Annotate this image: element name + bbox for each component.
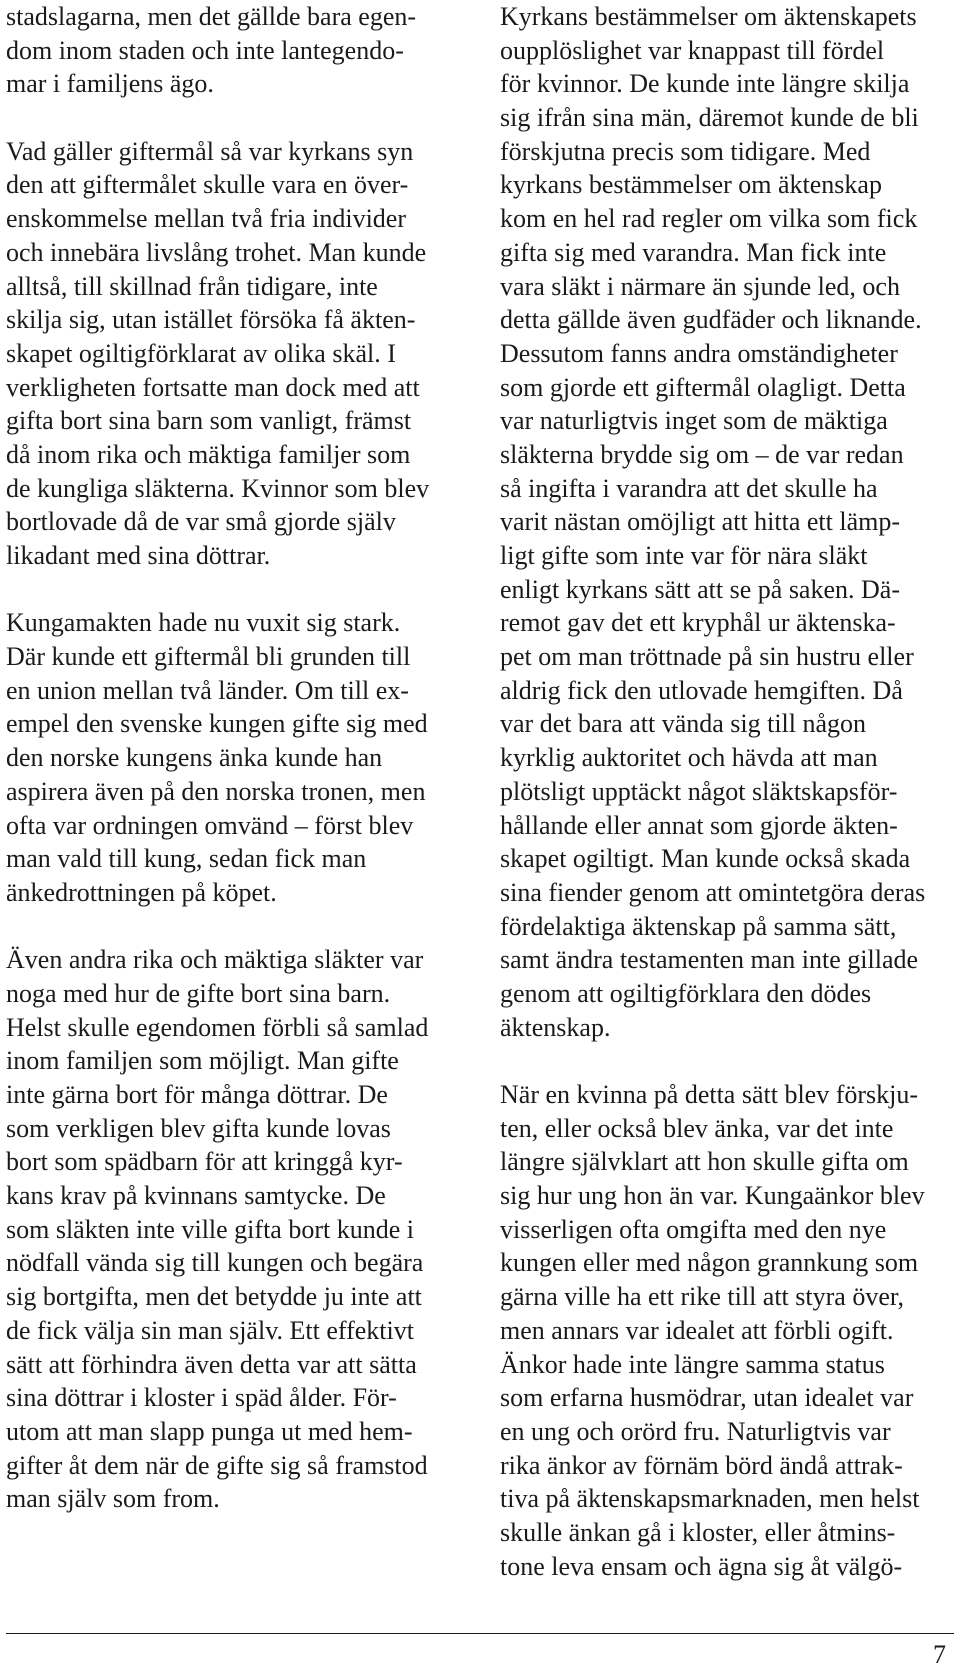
text-line: Kyrkans bestämmelser om äktenskapets bbox=[500, 2, 917, 31]
text-line: äktenskap. bbox=[500, 1012, 611, 1042]
text-line: man vald till kung, sedan fick man bbox=[6, 844, 367, 874]
text-line: Där kunde ett giftermål bli grunden till bbox=[6, 642, 411, 672]
text-line: tiva på äktenskapsmarknaden, men helst bbox=[500, 1484, 920, 1514]
text-line: tone leva ensam och ägna sig åt välgö- bbox=[500, 1551, 903, 1581]
text-line: oupplöslighet var knappast till fördel bbox=[500, 35, 885, 65]
text-line: varit nästan omöjligt att hitta ett lämp- bbox=[500, 507, 901, 537]
text-line: och innebära livslång trohet. Man kunde bbox=[6, 237, 427, 267]
text-line: var naturligtvis inget som de mäktiga bbox=[500, 406, 888, 436]
page-number: 7 bbox=[933, 1640, 946, 1669]
text-line: samt ändra testamenten man inte gillade bbox=[500, 945, 919, 975]
footer-rule bbox=[6, 1633, 954, 1634]
text-line: änkedrottningen på köpet. bbox=[6, 877, 277, 907]
text-line: dom inom staden och inte lantegendo- bbox=[6, 35, 404, 65]
text-line: de kungliga släkterna. Kvinnor som blev bbox=[6, 473, 430, 503]
text-line: plötsligt upptäckt något släktskapsför- bbox=[500, 776, 898, 806]
text-line: nödfall vända sig till kungen och begära bbox=[6, 1248, 424, 1278]
text-line: men annars var idealet att förbli ogift. bbox=[500, 1315, 894, 1345]
text-line: Vad gäller giftermål så var kyrkans syn bbox=[6, 136, 414, 166]
text-line: fördelaktiga äktenskap på samma sätt, bbox=[500, 911, 897, 941]
text-line: detta gällde även gudfäder och liknande. bbox=[500, 305, 922, 335]
text-line: utom att man slapp punga ut med hem- bbox=[6, 1416, 413, 1446]
text-line: Kungamakten hade nu vuxit sig stark. bbox=[6, 608, 401, 638]
text-line: Dessutom fanns andra omständigheter bbox=[500, 338, 898, 368]
text-line: bortlovade då de var små gjorde själv bbox=[6, 507, 396, 537]
text-line: då inom rika och mäktiga familjer som bbox=[6, 439, 411, 469]
text-line: för kvinnor. De kunde inte längre skilja bbox=[500, 69, 910, 99]
text-line: en ung och orörd fru. Naturligtvis var bbox=[500, 1416, 891, 1446]
text-line: vara släkt i närmare än sjunde led, och bbox=[500, 271, 900, 301]
text-line: verkligheten fortsatte man dock med att bbox=[6, 372, 420, 402]
paragraph-gap bbox=[6, 573, 442, 607]
text-line: som släkten inte ville gifta bort kunde i bbox=[6, 1214, 414, 1244]
text-line: som erfarna husmödrar, utan idealet var bbox=[500, 1383, 914, 1413]
text-line: släkterna brydde sig om – de var redan bbox=[500, 439, 904, 469]
text-line: remot gav det ett kryphål ur äktenska- bbox=[500, 608, 896, 638]
paragraph bbox=[500, 0, 956, 1044]
text-line: längre självklart att hon skulle gifta om bbox=[500, 1147, 909, 1177]
text-line: skilja sig, utan istället försöka få äkten- bbox=[6, 305, 416, 335]
text-line: skapet ogiltigt. Man kunde också skada bbox=[500, 844, 911, 874]
text-line: skapet ogiltigförklarat av olika skäl. I bbox=[6, 338, 396, 368]
text-line: så ingifta i varandra att det skulle ha bbox=[500, 473, 878, 503]
paragraph bbox=[6, 606, 442, 909]
text-line: inom familjen som möjligt. Man gifte bbox=[6, 1046, 399, 1076]
text-line: empel den svenske kungen gifte sig med bbox=[6, 709, 428, 739]
text-line: skulle änkan gå i kloster, eller åtmins- bbox=[500, 1517, 896, 1547]
paragraph-gap bbox=[6, 910, 442, 944]
text-line: gärna ville ha ett rike till att styra över, bbox=[500, 1282, 904, 1312]
paragraph bbox=[6, 135, 442, 573]
text-line: kans krav på kvinnans samtycke. De bbox=[6, 1181, 386, 1211]
text-line: mar i familjens ägo. bbox=[6, 69, 214, 99]
text-line: hållande eller annat som gjorde äkten- bbox=[500, 810, 898, 840]
text-line: rika änkor av förnäm börd ändå attrak- bbox=[500, 1450, 903, 1480]
text-line: genom att ogiltigförklara den dödes bbox=[500, 978, 872, 1008]
text-line: var det bara att vända sig till någon bbox=[500, 709, 867, 739]
paragraph-gap bbox=[6, 101, 442, 135]
text-line: Helst skulle egendomen förbli så samlad bbox=[6, 1012, 429, 1042]
text-line: bort som spädbarn för att kringgå kyr- bbox=[6, 1147, 403, 1177]
text-line: en union mellan två länder. Om till ex- bbox=[6, 675, 409, 705]
text-line: den att giftermålet skulle vara en över- bbox=[6, 170, 409, 200]
text-line: den norske kungens änka kunde han bbox=[6, 743, 383, 773]
text-line: När en kvinna på detta sätt blev förskju- bbox=[500, 1080, 919, 1109]
text-line: man själv som from. bbox=[6, 1484, 220, 1514]
text-line: Även andra rika och mäktiga släkter var bbox=[6, 945, 424, 975]
text-line: gifter åt dem när de gifte sig så framstod bbox=[6, 1450, 428, 1480]
text-line: enligt kyrkans sätt att se på saken. Dä- bbox=[500, 574, 900, 604]
left-column bbox=[6, 0, 442, 1516]
text-line: noga med hur de gifte bort sina barn. bbox=[6, 978, 391, 1008]
text-line: sina döttrar i kloster i späd ålder. För- bbox=[6, 1383, 397, 1413]
text-line: kom en hel rad regler om vilka som fick bbox=[500, 204, 918, 234]
text-line: kungen eller med någon grannkung som bbox=[500, 1248, 919, 1278]
text-line: de fick välja sin man själv. Ett effektivt bbox=[6, 1315, 414, 1345]
text-line: likadant med sina döttrar. bbox=[6, 541, 271, 570]
text-line: aspirera även på den norska tronen, men bbox=[6, 776, 426, 806]
text-line: stadslagarna, men det gällde bara egen- bbox=[6, 2, 417, 31]
paragraph bbox=[6, 0, 442, 101]
paragraph bbox=[6, 943, 442, 1516]
text-line: enskommelse mellan två fria individer bbox=[6, 204, 406, 234]
text-line: alltså, till skillnad från tidigare, inte bbox=[6, 271, 378, 301]
text-line: visserligen ofta omgifta med den nye bbox=[500, 1214, 887, 1244]
paragraph bbox=[500, 1078, 956, 1583]
text-line: pet om man tröttnade på sin hustru eller bbox=[500, 642, 914, 672]
text-line: förskjutna precis som tidigare. Med bbox=[500, 136, 871, 166]
text-line: sig ifrån sina män, däremot kunde de bli bbox=[500, 103, 919, 133]
text-line: aldrig fick den utlovade hemgiften. Då bbox=[500, 675, 903, 705]
text-line: kyrklig auktoritet och hävda att man bbox=[500, 743, 878, 773]
text-line: sig hur ung hon än var. Kungaänkor blev bbox=[500, 1181, 925, 1211]
text-line: som verkligen blev gifta kunde lovas bbox=[6, 1113, 391, 1143]
text-line: ofta var ordningen omvänd – först blev bbox=[6, 810, 414, 840]
text-line: kyrkans bestämmelser om äktenskap bbox=[500, 170, 882, 200]
text-line: sätt att förhindra även detta var att sätta bbox=[6, 1349, 417, 1379]
text-line: sig bortgifta, men det betydde ju inte att bbox=[6, 1282, 422, 1312]
text-line: som gjorde ett giftermål olagligt. Detta bbox=[500, 372, 906, 402]
text-line: ten, eller också blev änka, var det inte bbox=[500, 1113, 894, 1143]
right-column bbox=[500, 0, 956, 1583]
text-line: sina fiender genom att omintetgöra deras bbox=[500, 877, 926, 907]
text-line: Änkor hade inte längre samma status bbox=[500, 1349, 885, 1379]
text-line: gifta sig med varandra. Man fick inte bbox=[500, 237, 887, 267]
text-line: inte gärna bort för många döttrar. De bbox=[6, 1080, 388, 1109]
text-line: ligt gifte som inte var för nära släkt bbox=[500, 541, 868, 570]
text-line: gifta bort sina barn som vanligt, främst bbox=[6, 406, 412, 436]
paragraph-gap bbox=[500, 1044, 956, 1078]
